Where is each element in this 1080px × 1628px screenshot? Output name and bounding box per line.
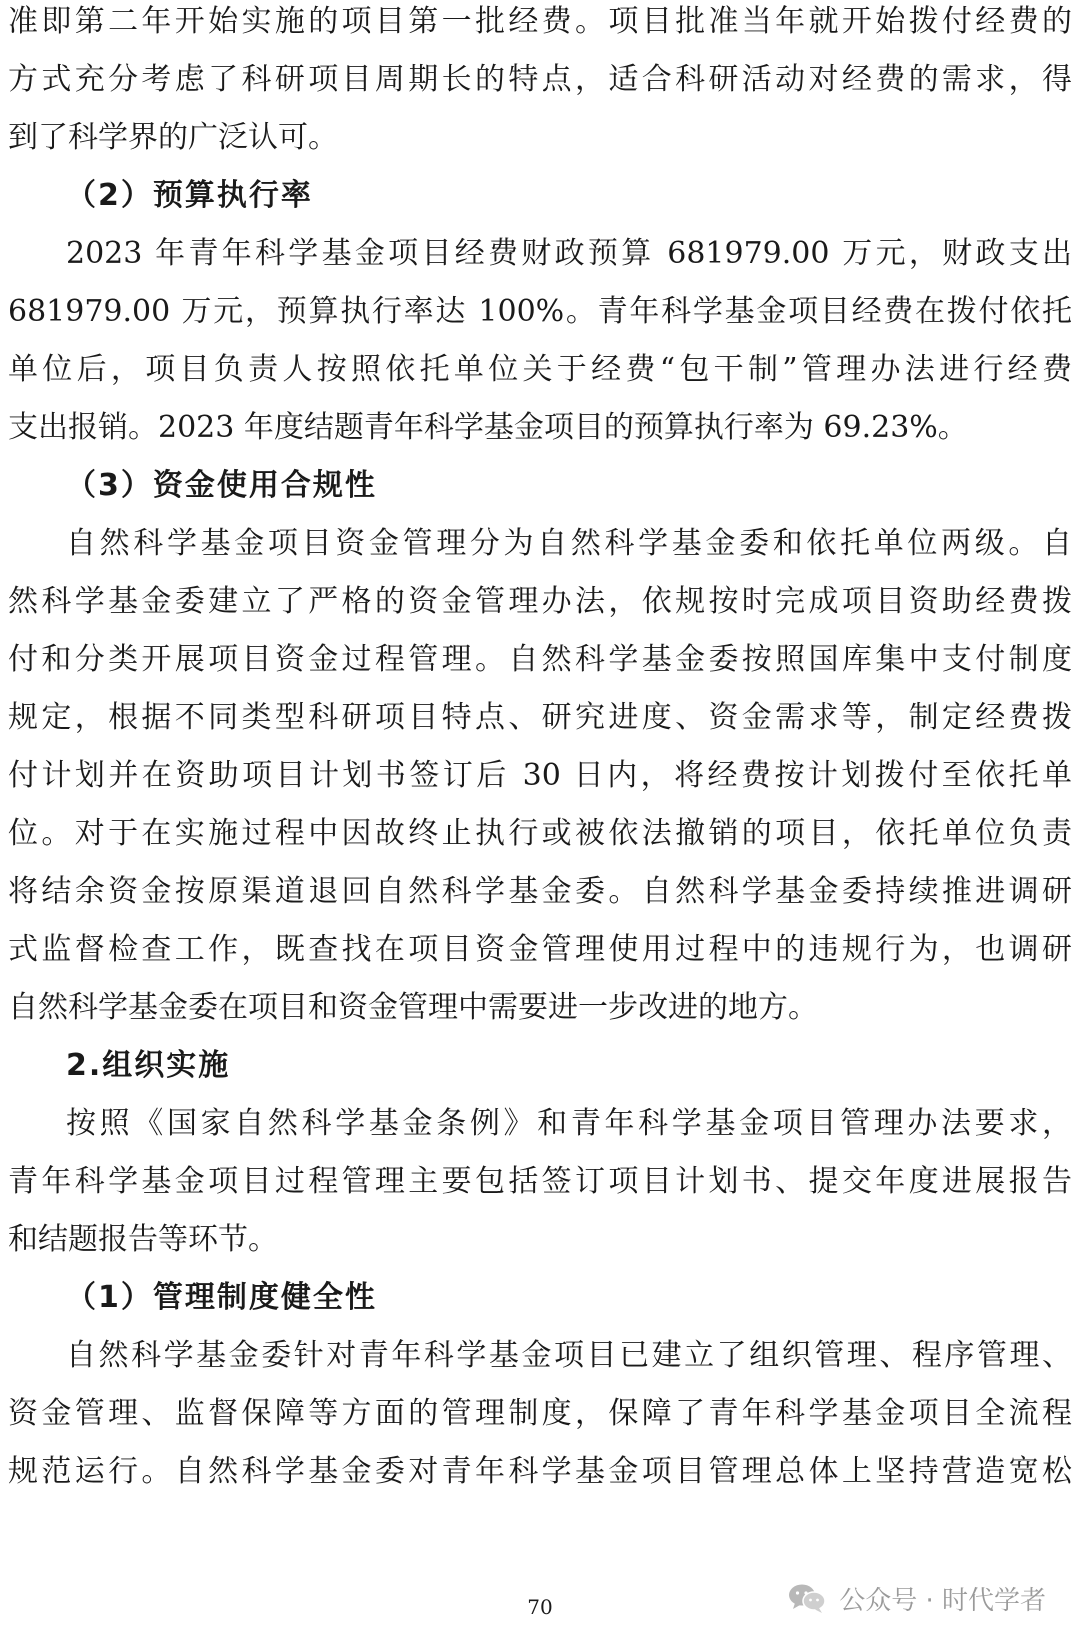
paragraph-line: 到了科学界的广泛认可。 bbox=[8, 120, 338, 155]
paragraph-line: 式监督检查工作，既查找在项目资金管理使用过程中的违规行为，也调研 bbox=[8, 932, 1072, 967]
paragraph-line: 将结余资金按原渠道退回自然科学基金委。自然科学基金委持续推进调研 bbox=[8, 874, 1072, 909]
paragraph-line: 自然科学基金委在项目和资金管理中需要进一步改进的地方。 bbox=[8, 990, 818, 1025]
paragraph-line: 然科学基金委建立了严格的资金管理办法，依规按时完成项目资助经费拨 bbox=[8, 584, 1072, 619]
page-number: 70 bbox=[527, 1595, 553, 1619]
paragraph-line: 自然科学基金委针对青年科学基金项目已建立了组织管理、程序管理、 bbox=[66, 1338, 1072, 1373]
paragraph-line: 方式充分考虑了科研项目周期长的特点，适合科研活动对经费的需求，得 bbox=[8, 62, 1072, 97]
paragraph-line: 付和分类开展项目资金过程管理。自然科学基金委按照国库集中支付制度 bbox=[8, 642, 1072, 677]
paragraph-line: 付计划并在资助项目计划书签订后 30 日内，将经费按计划拨付至依托单 bbox=[8, 758, 1072, 793]
paragraph-line: 自然科学基金项目资金管理分为自然科学基金委和依托单位两级。自 bbox=[66, 526, 1072, 561]
paragraph-line: 支出报销。2023 年度结题青年科学基金项目的预算执行率为 69.23%。 bbox=[8, 410, 968, 445]
paragraph-line: 单位后，项目负责人按照依托单位关于经费“包干制”管理办法进行经费 bbox=[8, 352, 1072, 387]
section-heading: （3）资金使用合规性 bbox=[66, 468, 377, 503]
section-heading: （1）管理制度健全性 bbox=[66, 1280, 377, 1315]
paragraph-line: 规范运行。自然科学基金委对青年科学基金项目管理总体上坚持营造宽松 bbox=[8, 1454, 1072, 1489]
paragraph-line: 资金管理、监督保障等方面的管理制度，保障了青年科学基金项目全流程 bbox=[8, 1396, 1072, 1431]
watermark-text: 公众号 · 时代学者 bbox=[839, 1585, 1046, 1616]
paragraph-line: 准即第二年开始实施的项目第一批经费。项目批准当年就开始拨付经费的 bbox=[8, 4, 1072, 39]
section-heading: （2）预算执行率 bbox=[66, 178, 313, 213]
paragraph-line: 按照《国家自然科学基金条例》和青年科学基金项目管理办法要求， bbox=[66, 1106, 1072, 1141]
paragraph-line: 青年科学基金项目过程管理主要包括签订项目计划书、提交年度进展报告 bbox=[8, 1164, 1072, 1199]
paragraph-line: 和结题报告等环节。 bbox=[8, 1222, 278, 1257]
section-heading: 2.组织实施 bbox=[66, 1048, 231, 1083]
paragraph-line: 2023 年青年科学基金项目经费财政预算 681979.00 万元，财政支出 bbox=[66, 236, 1072, 271]
paragraph-line: 681979.00 万元，预算执行率达 100%。青年科学基金项目经费在拨付依托 bbox=[8, 294, 1072, 329]
paragraph-line: 规定，根据不同类型科研项目特点、研究进度、资金需求等，制定经费拨 bbox=[8, 700, 1072, 735]
paragraph-line: 位。对于在实施过程中因故终止执行或被依法撤销的项目，依托单位负责 bbox=[8, 816, 1072, 851]
